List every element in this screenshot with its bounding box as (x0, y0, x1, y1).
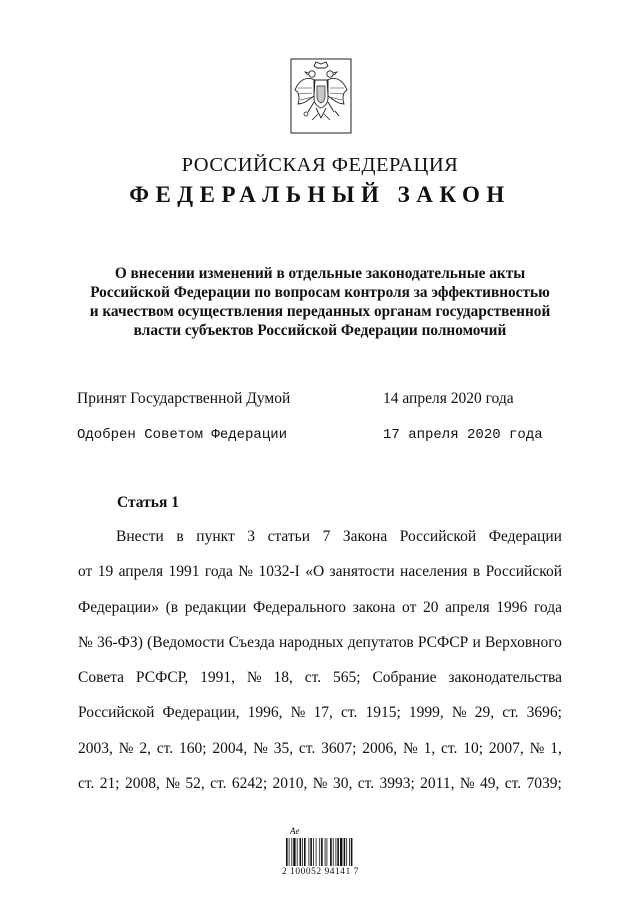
word: 1991, (200, 669, 235, 687)
word: и (472, 633, 481, 651)
word: РСФСР (417, 633, 469, 651)
word: № (238, 563, 254, 581)
article-heading: Статья 1 (117, 494, 179, 511)
word: 565; (333, 669, 361, 687)
document-type-title: ФЕДЕРАЛЬНЫЙ ЗАКОН (129, 182, 511, 207)
word: пункт (196, 528, 235, 545)
article-line (78, 731, 562, 766)
word: 1996 (496, 598, 528, 616)
word: Российской (485, 563, 562, 581)
word: Федерации» (78, 598, 159, 616)
word: 3 (247, 528, 256, 545)
word: № (165, 775, 180, 793)
word: Закона (342, 528, 388, 545)
word: Верховного (484, 633, 562, 651)
word: № (529, 739, 545, 757)
word: ст. (502, 704, 519, 722)
word: 29, (474, 704, 495, 722)
word: 2004, (212, 739, 248, 757)
word: статьи (267, 528, 311, 545)
word: 7 (322, 528, 331, 545)
word: Съезда (228, 633, 275, 651)
law-title-line: Российской Федерации по вопросам контроля за эффективностью (90, 284, 550, 301)
word: 10; (463, 739, 484, 757)
word: 35, (273, 739, 294, 757)
word: (в (165, 598, 179, 616)
article-line (78, 625, 562, 660)
article-line (78, 660, 562, 695)
word: 7039; (526, 775, 562, 793)
word: № (290, 704, 306, 722)
word: ст. (210, 775, 227, 793)
word: № (78, 633, 93, 651)
word: Собрание (372, 669, 437, 687)
word: Российской (78, 704, 155, 722)
word: занятости (329, 563, 395, 581)
barcode-mark: Ae (290, 826, 300, 836)
word: 6242; (231, 775, 268, 793)
word: года (533, 598, 562, 616)
word: 3696; (526, 704, 562, 722)
word: 3607; (321, 739, 357, 757)
word: № (246, 669, 262, 687)
law-title (60, 264, 580, 340)
word: ст. (441, 739, 458, 757)
word: ст. (357, 775, 375, 793)
word: Совета (78, 669, 125, 687)
article-line (78, 554, 562, 589)
article-line (78, 766, 562, 801)
word: 2011, (420, 775, 455, 793)
word: от (78, 563, 93, 581)
word: 17, (313, 704, 333, 722)
barcode-icon (286, 838, 370, 866)
word: 160; (178, 739, 207, 757)
law-title-line: власти субъектов Российской Федерации полномочий (133, 322, 507, 339)
word: апреля (118, 563, 164, 581)
word: 1999, (408, 704, 444, 722)
barcode-number: 2 100052 94141 7 (282, 867, 359, 877)
coat-of-arms-icon (290, 58, 352, 134)
word: № (402, 739, 418, 757)
word: 2006, (362, 739, 398, 757)
word: Федерации (488, 528, 562, 545)
word: Федерации, (162, 704, 240, 722)
word: 52, (185, 775, 205, 793)
word: № (253, 739, 268, 757)
word: ст. (504, 775, 522, 793)
council-approval-date: 17 апреля 2020 года (383, 427, 543, 443)
word: 36-ФЗ) (97, 633, 143, 651)
law-title-line: и качеством осуществления переданных органам государственной (89, 303, 551, 320)
word: (Ведомости (147, 633, 225, 651)
law-title-line: О внесении изменений в отдельные законодательные акты (114, 265, 526, 282)
word: 2008, (124, 775, 160, 793)
word: 1, (550, 739, 562, 757)
word: ст. (156, 739, 174, 757)
word: Российской (399, 528, 477, 545)
council-approval-label: Одобрен Советом Федерации (77, 427, 288, 443)
word: № (312, 775, 328, 793)
article-line (116, 519, 562, 554)
word: 1032-I (258, 563, 300, 581)
article-line (78, 695, 562, 730)
word: закона (352, 598, 396, 616)
article-body (78, 519, 562, 801)
word: населения (400, 563, 468, 581)
word: ст. (78, 775, 95, 793)
word: апреля (445, 598, 490, 616)
word: Внести (116, 528, 164, 545)
word: 30, (332, 775, 353, 793)
word: 3993; (379, 775, 415, 793)
word: № (118, 739, 134, 757)
word: в (176, 528, 184, 545)
country-name: РОССИЙСКАЯ ФЕДЕРАЦИЯ (181, 154, 459, 176)
word: ст. (298, 739, 316, 757)
word: 2010, (272, 775, 308, 793)
word: народных (278, 633, 344, 651)
word: в (472, 563, 481, 581)
word: 18, (273, 669, 293, 687)
word: 2, (139, 739, 151, 757)
word: 2007, (488, 739, 524, 757)
word: 1, (423, 739, 436, 757)
word: 1996, (247, 704, 283, 722)
duma-adoption-label: Принят Государственной Думой (77, 390, 291, 407)
duma-adoption-date: 14 апреля 2020 года (383, 390, 514, 407)
word: № (459, 775, 475, 793)
barcode-block (282, 826, 374, 880)
word: РСФСР, (135, 669, 189, 687)
word: «О (305, 563, 325, 581)
word: года (204, 563, 233, 581)
word: от (402, 598, 417, 616)
word: 20 (423, 598, 439, 616)
word: Федерального (253, 598, 347, 616)
word: 21; (99, 775, 120, 793)
word: № (451, 704, 467, 722)
word: ст. (304, 669, 322, 687)
article-line (78, 590, 562, 625)
word: депутатов (347, 633, 414, 651)
word: 2003, (78, 739, 113, 757)
word: законодательства (448, 669, 562, 687)
word: 1915; (365, 704, 401, 722)
word: 1991 (168, 563, 200, 581)
word: 19 (97, 563, 114, 581)
word: ст. (340, 704, 358, 722)
word: 49, (480, 775, 500, 793)
word: редакции (184, 598, 247, 616)
